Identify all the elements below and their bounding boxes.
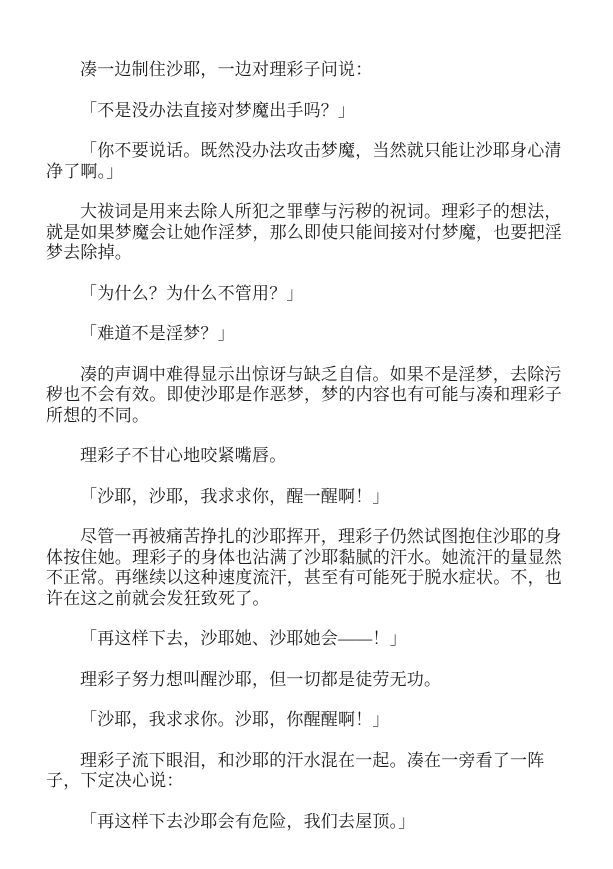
paragraph-narration: 理彩子努力想叫醒沙耶，但一切都是徒劳无功。: [80, 669, 442, 689]
paragraph-dialogue: 「你不要说话。既然没办法攻击梦魔，当然就只能让沙耶身心清净了啊。」: [46, 141, 562, 181]
paragraph-narration: 凑一边制住沙耶，一边对理彩子问说：: [80, 60, 373, 79]
paragraph-dialogue: 「为什么？为什么不管用？」: [80, 283, 304, 303]
paragraph-dialogue: 「再这样下去，沙耶她、沙耶她会——！」: [80, 629, 407, 648]
paragraph-dialogue: 「再这样下去沙耶会有危险，我们去屋顶。」: [80, 811, 416, 831]
paragraph-dialogue: 「难道不是淫梦？」: [80, 324, 235, 343]
paragraph-narration: 凑的声调中难得显示出惊讶与缺乏自信。如果不是淫梦，去除污秽也不会有效。即使沙耶是作恶梦，梦的内容也有可能与凑和理彩子所想的不同。: [46, 364, 562, 425]
paragraph-narration: 理彩子流下眼泪，和沙耶的汗水混在一起。凑在一旁看了一阵子，下定决心说：: [46, 750, 545, 790]
paragraph-dialogue: 「沙耶，我求求你。沙耶，你醒醒啊！」: [80, 710, 390, 729]
paragraph-dialogue: 「不是没办法直接对梦魔出手吗？」: [80, 100, 356, 120]
paragraph-narration: 大祓词是用来去除人所犯之罪孽与污秽的祝词。理彩子的想法，就是如果梦魔会让她作淫梦，那么即使只能间接对付梦魔，也要把淫梦去除掉。: [46, 202, 562, 262]
paragraph-narration: 理彩子不甘心地咬紧嘴唇。: [80, 446, 287, 465]
paragraph-narration: 尽管一再被痛苦挣扎的沙耶挥开，理彩子仍然试图抱住沙耶的身体按住她。理彩子的身体也沾满了沙耶黏腻的汗水。她流汗的量显然不正常。再继续以这种速度流汗，甚至有可能死于脱水症状。不，也许在这之前就会发狂致死了。: [46, 527, 562, 608]
paragraph-dialogue: 「沙耶，沙耶，我求求你，醒一醒啊！」: [80, 486, 390, 506]
